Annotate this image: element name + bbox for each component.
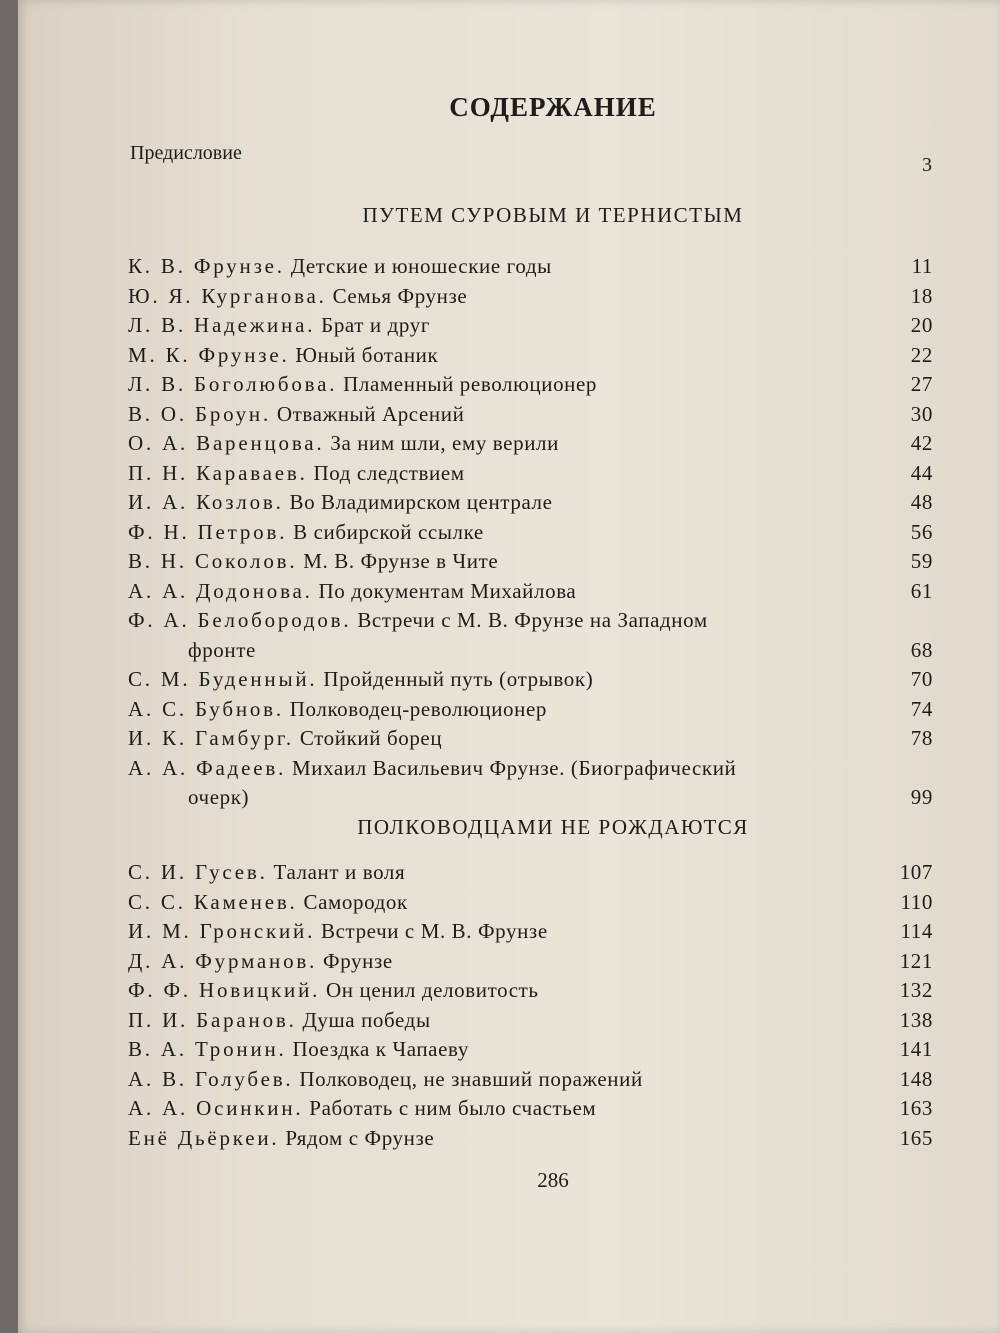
toc-entry: [128, 370, 933, 400]
entry-author: А. А. Фадеев.: [128, 755, 287, 780]
toc-entry: [128, 1006, 933, 1036]
entry-title: Полководец, не знавший поражений: [299, 1066, 643, 1091]
entry-author: С. М. Буденный.: [128, 667, 318, 691]
entry-author: Д. А. Фурманов.: [128, 948, 318, 973]
entry-author: К. В. Фрунзе.: [128, 254, 285, 278]
toc-section-2: [128, 858, 933, 1153]
entry-title: Брат и друг: [321, 313, 431, 337]
toc-entry-text: [128, 888, 873, 918]
toc-entry: [128, 577, 933, 607]
entry-page-number: 78: [910, 726, 933, 750]
entry-page-number: 114: [900, 919, 933, 943]
entry-author: И. М. Гронский.: [128, 919, 316, 943]
entry-title: Душа победы: [302, 1007, 431, 1032]
toc-entry: [128, 282, 933, 312]
section-heading-2: ПОЛКОВОДЦАМИ НЕ РОЖДАЮТСЯ: [357, 815, 749, 839]
entry-page-number: 48: [910, 490, 933, 514]
entry-title: Юный ботаник: [295, 342, 439, 367]
toc-entry: [128, 858, 933, 888]
entry-title: Отважный Арсений: [276, 401, 465, 426]
toc-entry-text: [128, 724, 873, 754]
toc-entry: [128, 976, 933, 1006]
toc-entry: [128, 1124, 933, 1154]
entry-page-number: 110: [900, 889, 933, 914]
toc-entry: [128, 252, 933, 282]
entry-title: В сибирской ссылке: [293, 519, 484, 544]
toc-entry-text: [128, 858, 873, 888]
toc-entry-text: [128, 282, 873, 312]
entry-title: Встречи с М. В. Фрунзе: [321, 919, 548, 943]
entry-title: Пройденный путь (отрывок): [323, 667, 594, 691]
entry-author: Ф. А. Белобородов.: [128, 608, 352, 632]
page-number: 286: [537, 1168, 569, 1192]
entry-author: А. А. Осинкин.: [128, 1096, 304, 1120]
entry-title: Поездка к Чапаеву: [292, 1037, 469, 1061]
entry-author: Л. В. Боголюбова.: [128, 372, 338, 396]
entry-author: А. С. Бубнов.: [128, 696, 284, 721]
entry-page-number: 20: [910, 313, 933, 337]
entry-page-number: 138: [899, 1007, 933, 1032]
entry-page-number: 107: [899, 860, 933, 884]
entry-author: В. А. Тронин.: [128, 1037, 287, 1061]
toc-entry-text: [128, 947, 873, 977]
entry-title: Полководец-революционер: [289, 696, 548, 721]
toc-entry-text: [128, 917, 873, 947]
entry-page-number: 163: [899, 1096, 933, 1120]
toc-entry-text: [128, 976, 873, 1006]
toc-entry-text: [128, 695, 873, 725]
toc-entry: [128, 724, 933, 754]
entry-author: И. К. Гамбург.: [128, 726, 294, 750]
entry-page-number: 141: [899, 1037, 933, 1061]
entry-page-number: 18: [910, 283, 933, 308]
section-heading-1: ПУТЕМ СУРОВЫМ И ТЕРНИСТЫМ: [362, 203, 744, 227]
toc-entry-text: [128, 518, 873, 548]
entry-author: Ф. Н. Петров.: [128, 519, 288, 544]
entry-title: Самородок: [303, 889, 408, 914]
entry-author: Л. В. Надежина.: [128, 313, 316, 337]
entry-author: Енё Дьёркеи.: [128, 1125, 280, 1150]
entry-author: В. О. Броун.: [128, 401, 272, 426]
entry-page-number: 70: [910, 667, 933, 691]
entry-title: Он ценил деловитость: [326, 978, 539, 1002]
entry-author: С. И. Гусев.: [128, 860, 268, 884]
entry-author: С. С. Каменев.: [128, 889, 298, 914]
entry-page-number: 121: [899, 948, 933, 973]
toc-entry: [128, 1065, 933, 1095]
toc-entry-text: [128, 459, 873, 489]
toc-entry-text: [128, 577, 873, 607]
entry-title: Талант и воля: [273, 860, 406, 884]
preface-entry: [130, 142, 930, 174]
entry-page-number: 74: [910, 696, 933, 721]
entry-author: И. А. Козлов.: [128, 490, 284, 514]
toc-entry-text: [128, 1035, 873, 1065]
entry-title: Детские и юношеские годы: [290, 254, 552, 278]
toc-entry-text: [128, 488, 873, 518]
toc-entry: [128, 754, 933, 813]
entry-title: Семья Фрунзе: [332, 283, 468, 308]
toc-entry-text: [128, 665, 873, 695]
entry-page-number: 165: [899, 1125, 933, 1150]
entry-title: Михаил Васильевич Фрунзе. (Биографический: [292, 755, 737, 780]
entry-page-number: 22: [910, 342, 933, 367]
entry-title: По документам Михайлова: [318, 578, 577, 603]
entry-title: Под следствием: [313, 460, 465, 485]
entry-page-number: 30: [910, 401, 933, 426]
entry-title-continuation: фронте: [188, 637, 256, 662]
entry-title: Работать с ним было счастьем: [309, 1096, 597, 1120]
toc-entry-text: [128, 311, 873, 341]
entry-author: О. А. Варенцова.: [128, 431, 325, 455]
entry-author: Ф. Ф. Новицкий.: [128, 978, 321, 1002]
entry-page-number: 99: [910, 785, 933, 809]
entry-author: А. А. Додонова.: [128, 578, 313, 603]
entry-title: Рядом с Фрунзе: [285, 1125, 435, 1150]
entry-author: П. И. Баранов.: [128, 1007, 297, 1032]
toc-entry: [128, 547, 933, 577]
toc-entry-text: [128, 1065, 873, 1095]
entry-title: Встречи с М. В. Фрунзе на Западном: [357, 608, 708, 632]
entry-page-number: 42: [910, 431, 933, 455]
toc-entry-text: [128, 370, 873, 400]
entry-page-number: 68: [910, 637, 933, 662]
toc-entry-text: [128, 429, 873, 459]
toc-entry: [128, 606, 933, 665]
entry-title: Фрунзе: [323, 948, 393, 973]
toc-entry-text: [128, 252, 873, 282]
entry-page-number: 148: [899, 1066, 933, 1091]
preface-page: 3: [922, 154, 932, 176]
entry-author: А. В. Голубев.: [128, 1066, 294, 1091]
entry-page-number: 59: [910, 549, 933, 573]
toc-entry: [128, 400, 933, 430]
entry-title: М. В. Фрунзе в Чите: [303, 549, 499, 573]
toc-entry: [128, 518, 933, 548]
entry-author: П. Н. Караваев.: [128, 460, 308, 485]
contents-title: СОДЕРЖАНИЕ: [449, 92, 657, 122]
toc-entry: [128, 695, 933, 725]
toc-entry-text: [128, 341, 873, 371]
toc-entry: [128, 947, 933, 977]
toc-entry-text: [128, 754, 873, 784]
entry-page-number: 56: [910, 519, 933, 544]
toc-entry: [128, 1094, 933, 1124]
entry-page-number: 44: [910, 460, 933, 485]
toc-entry: [128, 459, 933, 489]
entry-page-number: 11: [911, 254, 933, 278]
toc-entry: [128, 429, 933, 459]
entry-title: Во Владимирском централе: [289, 490, 553, 514]
toc-section-1: [128, 252, 933, 813]
entry-page-number: 61: [910, 578, 933, 603]
entry-author: М. К. Фрунзе.: [128, 342, 290, 367]
toc-entry: [128, 917, 933, 947]
entry-author: Ю. Я. Курганова.: [128, 283, 327, 308]
toc-entry-text: [128, 1094, 873, 1124]
entry-page-number: 132: [899, 978, 933, 1002]
toc-entry: [128, 311, 933, 341]
toc-entry: [128, 888, 933, 918]
entry-author: В. Н. Соколов.: [128, 549, 298, 573]
entry-title: Пламенный революционер: [343, 372, 598, 396]
entry-title: Стойкий борец: [299, 726, 443, 750]
preface-label: Предисловие: [130, 142, 242, 164]
toc-entry: [128, 488, 933, 518]
toc-entry-text: [128, 400, 873, 430]
toc-entry: [128, 1035, 933, 1065]
toc-entry-text: [128, 1006, 873, 1036]
toc-entry-text: [128, 547, 873, 577]
entry-title-continuation: очерк): [188, 785, 250, 809]
book-page: [18, 0, 1000, 1333]
toc-entry-text: [128, 606, 873, 636]
toc-entry-text: [128, 1124, 873, 1154]
toc-entry: [128, 341, 933, 371]
toc-entry: [128, 665, 933, 695]
entry-page-number: 27: [910, 372, 933, 396]
entry-title: За ним шли, ему верили: [330, 431, 559, 455]
